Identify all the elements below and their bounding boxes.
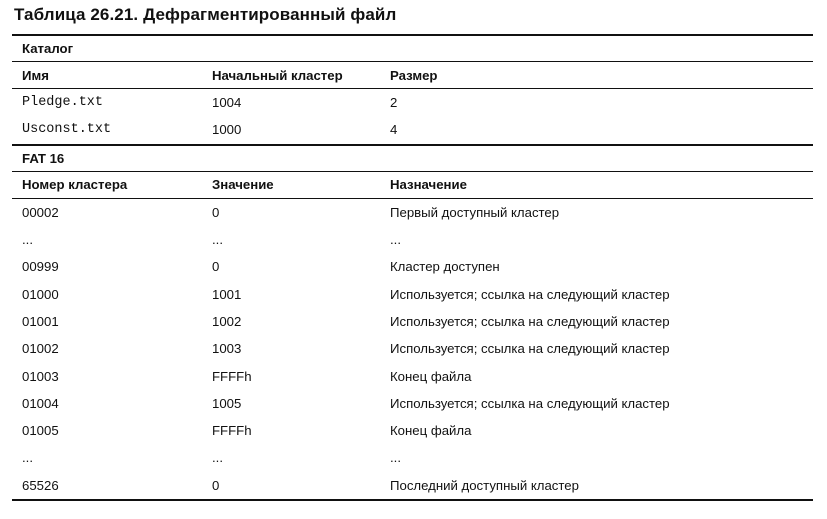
value-cell: ... xyxy=(212,450,223,466)
table-row xyxy=(12,335,813,362)
value-cell: ... xyxy=(212,232,223,248)
cluster-number-cell: 01000 xyxy=(22,286,59,302)
cluster-number-cell: ... xyxy=(22,232,33,248)
fat-section-row xyxy=(12,145,813,172)
purpose-cell: Используется; ссылка на следующий кластер xyxy=(390,395,670,411)
column-header-value: Значение xyxy=(202,171,380,198)
purpose-cell: Используется; ссылка на следующий кластер xyxy=(390,313,670,329)
purpose-cell: Конец файла xyxy=(390,368,472,384)
purpose-cell: ... xyxy=(390,450,401,466)
file-name-cell: Usconst.txt xyxy=(22,122,112,138)
table-row xyxy=(12,417,813,444)
table-row xyxy=(12,390,813,417)
purpose-cell: Используется; ссылка на следующий кластер xyxy=(390,286,670,302)
value-cell: 0 xyxy=(202,472,380,500)
purpose-cell: Используется; ссылка на следующий кластер xyxy=(390,341,670,357)
value-cell: FFFFh xyxy=(212,368,252,384)
value-cell: 1001 xyxy=(212,286,242,302)
table-row xyxy=(12,444,813,471)
column-header-name: Имя xyxy=(12,62,202,89)
fat-table-body xyxy=(12,198,813,500)
purpose-cell: Первый доступный кластер xyxy=(390,204,560,220)
start-cluster-cell: 1004 xyxy=(212,95,242,111)
cluster-number-cell: 01002 xyxy=(22,341,59,357)
cluster-number-cell: 01004 xyxy=(22,395,59,411)
table-row xyxy=(12,89,813,117)
table-row xyxy=(12,226,813,253)
fat-header-row xyxy=(12,171,813,198)
column-header-cluster-number: Номер кластера xyxy=(12,171,202,198)
table-row xyxy=(12,472,813,500)
purpose-cell: ... xyxy=(390,232,401,248)
cluster-number-cell: 00002 xyxy=(22,204,59,220)
fat-section-label: FAT 16 xyxy=(12,145,813,172)
cluster-number-cell: 00999 xyxy=(22,259,59,275)
value-cell: 0 xyxy=(212,204,220,220)
table-row xyxy=(12,280,813,307)
purpose-cell: Последний доступный кластер xyxy=(380,472,813,500)
purpose-cell: Кластер доступен xyxy=(390,259,500,275)
catalog-header-row xyxy=(12,62,813,89)
catalog-section-row xyxy=(12,35,813,62)
defragmented-file-table xyxy=(12,34,813,501)
size-cell: 4 xyxy=(390,122,398,138)
table-row xyxy=(12,308,813,335)
table-row xyxy=(12,116,813,144)
table-row xyxy=(12,253,813,280)
file-name-cell: Pledge.txt xyxy=(22,95,104,111)
value-cell: 1003 xyxy=(212,341,242,357)
column-header-start-cluster: Начальный кластер xyxy=(202,62,380,89)
cluster-number-cell: 65526 xyxy=(12,472,202,500)
cluster-number-cell: 01005 xyxy=(22,423,59,439)
catalog-section-label: Каталог xyxy=(12,35,813,62)
value-cell: 1002 xyxy=(212,313,242,329)
start-cluster-cell: 1000 xyxy=(212,122,242,138)
value-cell: 1005 xyxy=(212,395,242,411)
table-row xyxy=(12,362,813,389)
cluster-number-cell: 01003 xyxy=(22,368,59,384)
value-cell: 0 xyxy=(212,259,220,275)
value-cell: FFFFh xyxy=(212,423,252,439)
column-header-size: Размер xyxy=(380,62,813,89)
column-header-purpose: Назначение xyxy=(380,171,813,198)
cluster-number-cell: ... xyxy=(22,450,33,466)
purpose-cell: Конец файла xyxy=(390,423,472,439)
size-cell: 2 xyxy=(390,95,398,111)
table-row xyxy=(12,198,813,226)
cluster-number-cell: 01001 xyxy=(22,313,59,329)
table-title: Таблица 26.21. Дефрагментированный файл xyxy=(14,5,397,24)
